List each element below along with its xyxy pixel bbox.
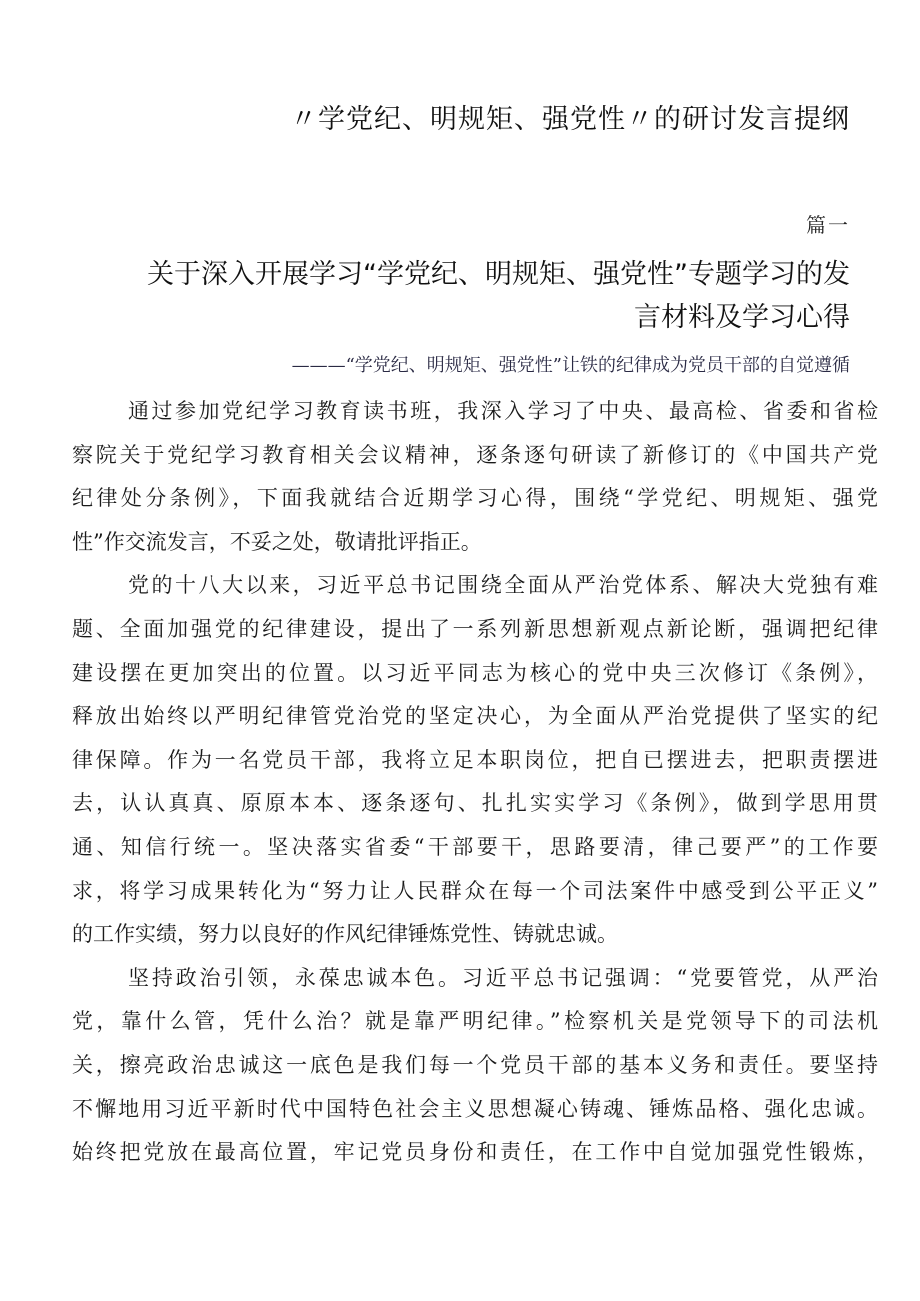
text-line: 性”作交流发言，不妥之处，敬请批评指正。 xyxy=(72,529,482,554)
text-line: 党的十八大以来，习近平总书记围绕全面从严治党体系、解决大党独有难 xyxy=(128,573,878,598)
text-line: 去，认认真真、原原本本、逐条逐句、扎扎实实学习《条例》，做到学思用贯 xyxy=(72,791,878,816)
paragraph-1 xyxy=(72,390,878,564)
paragraph-3 xyxy=(72,957,878,1175)
text-line: 关，擦亮政治忠诚这一底色是我们每一个党员干部的基本义务和责任。要坚持 xyxy=(72,1052,878,1077)
article-subtitle: ———“学党纪、明规矩、强党性”让铁的纪律成为党员干部的自觉遵循 xyxy=(291,355,850,376)
text-line: 始终把党放在最高位置，牢记党员身份和责任，在工作中自觉加强党性锻炼， xyxy=(72,1140,878,1165)
text-line: 律保障。作为一名党员干部，我将立足本职岗位，把自已摆进去，把职责摆进 xyxy=(72,747,878,772)
text-line: 的工作实绩，努力以良好的作风纪律锤炼党性、铸就忠诚。 xyxy=(72,922,618,947)
text-line: 通过参加党纪学习教育读书班，我深入学习了中央、最高检、省委和省检 xyxy=(128,399,878,423)
article-title-line: 言材料及学习心得 xyxy=(634,302,850,333)
text-line: 不懈地用习近平新时代中国特色社会主义思想凝心铸魂、锤炼品格、强化忠诚。 xyxy=(72,1096,878,1121)
text-line: 释放出始终以严明纪律管党治党的坚定决心，为全面从严治党提供了坚实的纪 xyxy=(72,704,878,729)
text-line: 题、全面加强党的纪律建设，提出了一系列新思想新观点新论断，强调把纪律 xyxy=(72,616,878,641)
document-title: 〃学党纪、明规矩、强党性〃的研讨发言提纲 xyxy=(290,104,850,135)
text-line: 坚持政治引领，永葆忠诚本色。习近平总书记强调：“党要管党，从严治 xyxy=(128,965,878,990)
text-line: 纪律处分条例》，下面我就结合近期学习心得，围绕“学党纪、明规矩、强党 xyxy=(72,486,878,511)
text-line: 察院关于党纪学习教育相关会议精神，逐条逐句研读了新修订的《中国共产党 xyxy=(72,442,878,467)
text-line: 通、知信行统一。坚决落实省委“干部要干，思路要清，律己要严”的工作要 xyxy=(72,834,878,859)
section-label: 篇一 xyxy=(806,213,850,237)
document-body xyxy=(72,390,878,1175)
article-title xyxy=(88,253,850,339)
paragraph-2 xyxy=(72,564,878,956)
text-line: 求，将学习成果转化为“努力让人民群众在每一个司法案件中感受到公平正义” xyxy=(72,878,878,903)
article-title-line: 关于深入开展学习“学党纪、明规矩、强党性”专题学习的发 xyxy=(147,259,850,290)
text-line: 党，靠什么管，凭什么治？就是靠严明纪律。”检察机关是党领导下的司法机 xyxy=(72,1009,878,1034)
text-line: 建设摆在更加突出的位置。以习近平同志为核心的党中央三次修订《条例》， xyxy=(72,660,878,685)
